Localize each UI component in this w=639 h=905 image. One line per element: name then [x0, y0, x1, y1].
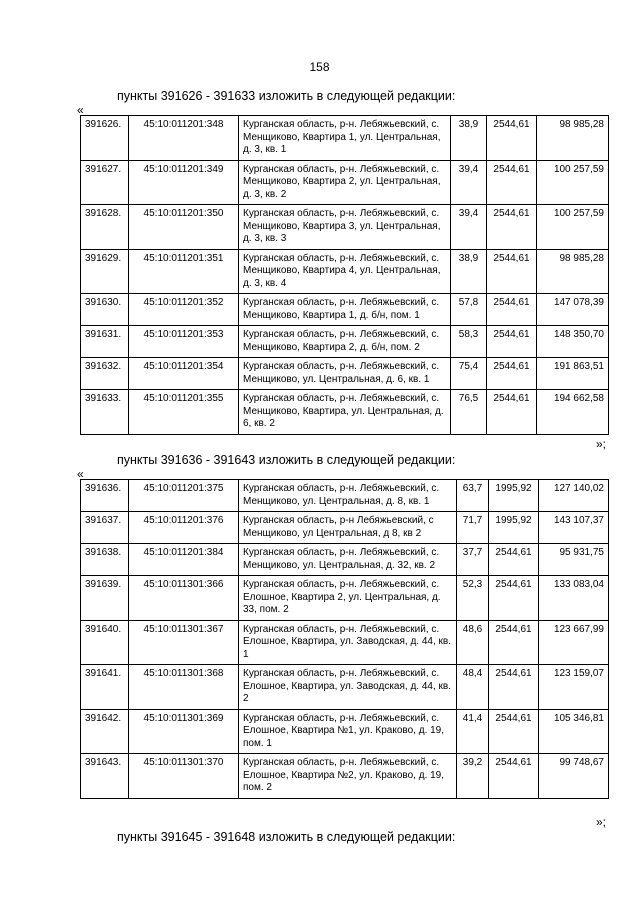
table-row [81, 294, 609, 326]
cell-number: 391637. [81, 512, 129, 544]
register-table-body-1 [81, 116, 609, 435]
cell-cadastral-number: 45:10:011201:349 [129, 160, 239, 205]
table-row [81, 160, 609, 205]
cell-cadastral-number: 45:10:011201:348 [129, 116, 239, 161]
cell-cost: 95 931,75 [539, 544, 609, 576]
cell-rate: 1995,92 [489, 512, 539, 544]
cell-rate: 2544,61 [489, 665, 539, 710]
cell-number: 391640. [81, 620, 129, 665]
cell-cost: 100 257,59 [537, 205, 609, 250]
cell-cadastral-number: 45:10:011301:370 [129, 754, 239, 799]
cell-number: 391638. [81, 544, 129, 576]
cell-number: 391630. [81, 294, 129, 326]
cell-area: 63,7 [457, 480, 489, 512]
cell-number: 391629. [81, 249, 129, 294]
close-quote-1: »; [596, 437, 607, 451]
cell-rate: 1995,92 [489, 480, 539, 512]
cell-cost: 123 159,07 [539, 665, 609, 710]
cell-area: 57,8 [451, 294, 487, 326]
cell-area: 39,4 [451, 205, 487, 250]
cell-cadastral-number: 45:10:011201:355 [129, 390, 239, 435]
section-heading-2: пункты 391636 - 391643 изложить в следующей редакции: [117, 453, 456, 467]
cell-area: 39,2 [457, 754, 489, 799]
table-row [81, 709, 609, 754]
cell-cost: 133 083,04 [539, 576, 609, 621]
page-number: 158 [309, 60, 330, 74]
cell-cadastral-number: 45:10:011201:354 [129, 358, 239, 390]
register-table-2 [80, 479, 609, 799]
cell-number: 391641. [81, 665, 129, 710]
table-row [81, 665, 609, 710]
cell-address: Курганская область, р-н. Лебяжьевский, с. Елошное, Квартира №2, ул. Краково, д. 19, пом. 2 [239, 754, 457, 799]
cell-rate: 2544,61 [489, 620, 539, 665]
cell-cost: 147 078,39 [537, 294, 609, 326]
cell-address: Курганская область, р-н. Лебяжьевский, с. Елошное, Квартира, ул. Заводская, д. 44, кв. 2 [239, 665, 457, 710]
register-table-1 [80, 115, 609, 435]
cell-cadastral-number: 45:10:011201:376 [129, 512, 239, 544]
table-row [81, 480, 609, 512]
cell-cadastral-number: 45:10:011301:367 [129, 620, 239, 665]
cell-number: 391642. [81, 709, 129, 754]
cell-cost: 148 350,70 [537, 326, 609, 358]
cell-cadastral-number: 45:10:011201:350 [129, 205, 239, 250]
cell-address: Курганская область, р-н. Лебяжьевский, с. Менщиково, Квартира 1, д. б/н, пом. 1 [239, 294, 451, 326]
cell-rate: 2544,61 [489, 576, 539, 621]
cell-number: 391627. [81, 160, 129, 205]
cell-address: Курганская область, р-н. Лебяжьевский, с. Елошное, Квартира, ул. Заводская, д. 44, кв. 1 [239, 620, 457, 665]
cell-cost: 191 863,51 [537, 358, 609, 390]
cell-address: Курганская область, р-н. Лебяжьевский, с. Менщиково, Квартира 1, ул. Центральная, д. 3, кв. 1 [239, 116, 451, 161]
cell-cadastral-number: 45:10:011301:368 [129, 665, 239, 710]
table-row [81, 358, 609, 390]
cell-rate: 2544,61 [487, 390, 537, 435]
cell-cost: 127 140,02 [539, 480, 609, 512]
table-row [81, 249, 609, 294]
cell-area: 48,4 [457, 665, 489, 710]
table-row [81, 754, 609, 799]
section-heading-3: пункты 391645 - 391648 изложить в следующей редакции: [117, 830, 456, 844]
cell-area: 76,5 [451, 390, 487, 435]
cell-area: 75,4 [451, 358, 487, 390]
cell-number: 391628. [81, 205, 129, 250]
cell-area: 37,7 [457, 544, 489, 576]
open-quote-2: « [77, 467, 84, 481]
cell-rate: 2544,61 [487, 160, 537, 205]
cell-rate: 2544,61 [489, 544, 539, 576]
cell-address: Курганская область, р-н. Лебяжьевский, с. Менщиково, Квартира, ул. Центральная, д. 6, кв. 2 [239, 390, 451, 435]
open-quote-1: « [77, 103, 84, 117]
cell-area: 71,7 [457, 512, 489, 544]
cell-address: Курганская область, р-н. Лебяжьевский, с. Елошное, Квартира 2, ул. Центральная, д. 33, пом. 2 [239, 576, 457, 621]
table-row [81, 620, 609, 665]
cell-cadastral-number: 45:10:011301:366 [129, 576, 239, 621]
cell-address: Курганская область, р-н Лебяжьевский, с Менщиково, ул Центральная, д 8, кв 2 [239, 512, 457, 544]
table-row [81, 326, 609, 358]
cell-rate: 2544,61 [487, 249, 537, 294]
cell-cost: 105 346,81 [539, 709, 609, 754]
table-row [81, 205, 609, 250]
cell-cost: 98 985,28 [537, 116, 609, 161]
cell-area: 41,4 [457, 709, 489, 754]
cell-cadastral-number: 45:10:011201:351 [129, 249, 239, 294]
cell-cost: 143 107,37 [539, 512, 609, 544]
cell-address: Курганская область, р-н. Лебяжьевский, с. Менщиково, Квартира 3, ул. Центральная, д. 3, кв. 3 [239, 205, 451, 250]
cell-address: Курганская область, р-н. Лебяжьевский, с. Менщиково, Квартира 2, ул. Центральная, д. 3, кв. 2 [239, 160, 451, 205]
table-row [81, 116, 609, 161]
cell-rate: 2544,61 [487, 294, 537, 326]
cell-area: 52,3 [457, 576, 489, 621]
cell-address: Курганская область, р-н. Лебяжьевский, с. Менщиково, ул. Центральная, д. 8, кв. 1 [239, 480, 457, 512]
cell-address: Курганская область, р-н. Лебяжьевский, с. Менщиково, Квартира 4, ул. Центральная, д. 3, кв. 4 [239, 249, 451, 294]
cell-number: 391636. [81, 480, 129, 512]
cell-area: 38,9 [451, 249, 487, 294]
cell-rate: 2544,61 [487, 205, 537, 250]
cell-cost: 194 662,58 [537, 390, 609, 435]
cell-number: 391631. [81, 326, 129, 358]
cell-number: 391633. [81, 390, 129, 435]
cell-rate: 2544,61 [487, 116, 537, 161]
cell-cost: 123 667,99 [539, 620, 609, 665]
cell-area: 39,4 [451, 160, 487, 205]
table-row [81, 512, 609, 544]
cell-number: 391639. [81, 576, 129, 621]
cell-cadastral-number: 45:10:011201:384 [129, 544, 239, 576]
cell-cost: 99 748,67 [539, 754, 609, 799]
cell-cadastral-number: 45:10:011201:353 [129, 326, 239, 358]
table-row [81, 390, 609, 435]
cell-cost: 98 985,28 [537, 249, 609, 294]
cell-area: 58,3 [451, 326, 487, 358]
cell-cadastral-number: 45:10:011301:369 [129, 709, 239, 754]
cell-address: Курганская область, р-н. Лебяжьевский, с. Менщиково, Квартира 2, д. б/н, пом. 2 [239, 326, 451, 358]
cell-address: Курганская область, р-н. Лебяжьевский, с. Менщиково, ул. Центральная, д. 6, кв. 1 [239, 358, 451, 390]
cell-area: 48,6 [457, 620, 489, 665]
cell-cadastral-number: 45:10:011201:375 [129, 480, 239, 512]
register-table-body-2 [81, 480, 609, 799]
cell-cadastral-number: 45:10:011201:352 [129, 294, 239, 326]
cell-rate: 2544,61 [487, 358, 537, 390]
table-row [81, 576, 609, 621]
cell-address: Курганская область, р-н. Лебяжьевский, с. Елошное, Квартира №1, ул. Краково, д. 19, пом. 1 [239, 709, 457, 754]
cell-address: Курганская область, р-н. Лебяжьевский, с. Менщиково, ул. Центральная, д. 32, кв. 2 [239, 544, 457, 576]
cell-rate: 2544,61 [489, 754, 539, 799]
cell-number: 391643. [81, 754, 129, 799]
cell-cost: 100 257,59 [537, 160, 609, 205]
cell-rate: 2544,61 [487, 326, 537, 358]
cell-rate: 2544,61 [489, 709, 539, 754]
cell-area: 38,9 [451, 116, 487, 161]
cell-number: 391632. [81, 358, 129, 390]
cell-number: 391626. [81, 116, 129, 161]
table-row [81, 544, 609, 576]
close-quote-2: »; [596, 815, 607, 829]
section-heading-1: пункты 391626 - 391633 изложить в следующей редакции: [117, 89, 456, 103]
